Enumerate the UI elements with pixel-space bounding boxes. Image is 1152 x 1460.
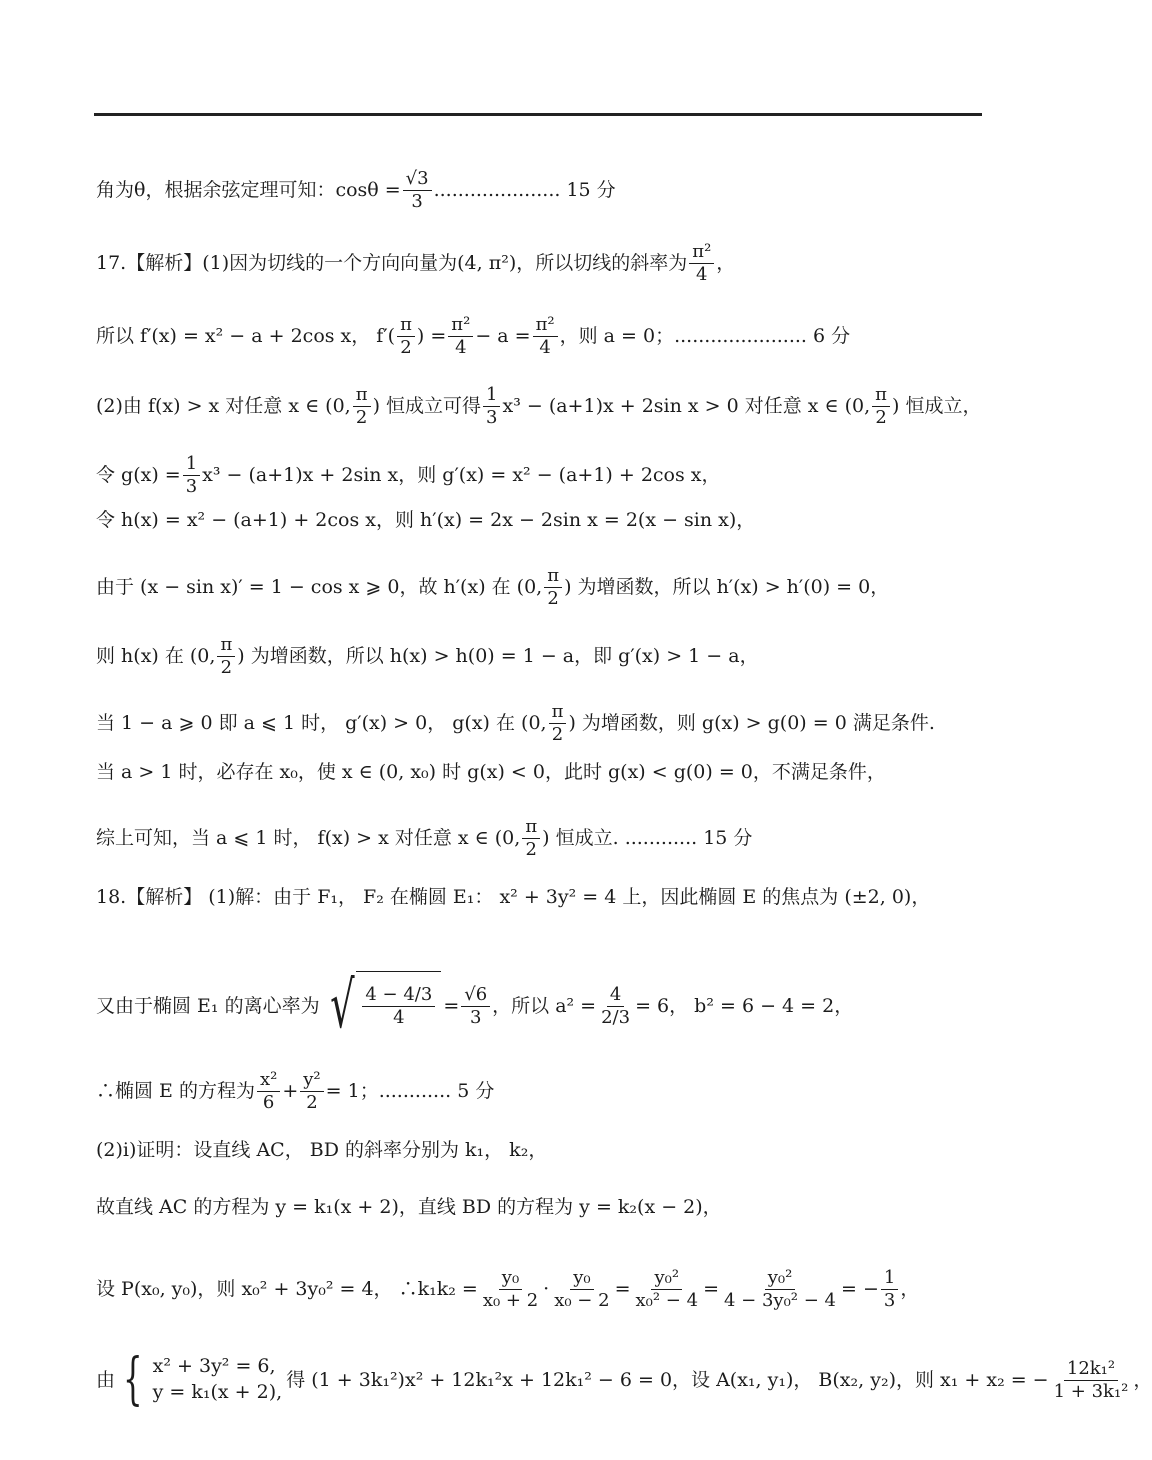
denominator: 2 [220,656,233,678]
denominator: 2 [306,1091,318,1113]
text-line [96,886,930,909]
text-run: ， [1133,1368,1152,1391]
fraction [633,1268,702,1311]
fraction [403,169,432,212]
radical-icon: √ [329,969,355,1043]
numerator: π [397,315,415,337]
header-rule [94,113,982,116]
text-line [96,1196,722,1219]
text-line [96,971,853,1041]
text-run: ，所以 a² = [492,994,597,1017]
fraction [721,1268,839,1311]
fraction [257,1070,280,1113]
text-run: 17.【解析】(1)因为切线的一个方向向量为(4, π²)，所以切线的斜率为 [96,251,688,274]
text-line [96,1347,1152,1412]
denominator: 6 [262,1091,275,1113]
text-run: (2)由 f(x) > x 对任意 x ∈ (0, [96,394,351,417]
text-run: ∴椭圆 E 的方程为 [96,1079,255,1102]
system-equation: x² + 3y² = 6, [152,1355,276,1378]
square-root [322,971,442,1041]
fraction [183,454,200,497]
numerator: 1 [483,385,500,407]
denominator: x₀² − 4 [635,1289,699,1311]
denominator: 4 [539,336,551,358]
fraction [551,1268,612,1311]
fraction [598,985,633,1028]
denominator: 3 [883,1289,896,1311]
fraction [217,635,235,678]
text-run: = 6， b² = 6 − 4 = 2， [635,994,854,1017]
text-line [96,702,935,745]
denominator: 2 [551,723,564,745]
text-run: ..................... 15 分 [433,178,616,201]
text-run: 设 P(x₀, y₀)，则 x₀² + 3y₀² = 4， ∴k₁k₂ = [96,1277,478,1300]
text-run: 令 g(x) = [96,463,181,486]
denominator: 3 [411,190,423,212]
text-line [96,566,889,609]
text-line [96,242,735,285]
brace-icon: { [123,1347,143,1412]
text-run: = [703,1277,719,1300]
fraction [461,985,490,1028]
numerator: x² [257,1070,280,1092]
numerator: 4 [607,985,624,1007]
numerator: π [872,385,890,407]
fraction [872,385,890,428]
denominator: 2 [525,838,537,860]
text-run: ) 为增函数，所以 h′(x) > h′(0) = 0， [564,575,890,598]
fraction [483,385,500,428]
text-run: ， [900,1277,920,1300]
denominator: 2 [547,587,559,609]
text-line [96,635,759,678]
denominator: 2 [355,406,368,428]
numerator: 12k₁² [1064,1359,1118,1381]
text-line [96,385,981,428]
text-run: = [614,1277,631,1300]
text-run: 令 h(x) = x² − (a+1) + 2cos x，则 h′(x) = 2x − 2sin x = 2(x − sin x)， [96,509,756,531]
equation-system [115,1347,286,1412]
denominator: 4 − 3y₀² − 4 [723,1289,836,1311]
text-run: = − [841,1277,879,1300]
fraction [544,566,562,609]
text-run: ) 恒成立， [892,394,982,417]
text-run: (2)i)证明：设直线 AC， BD 的斜率分别为 k₁， k₂， [96,1139,548,1161]
numerator: π² [533,315,558,337]
text-run: ) 恒成立. ............ 15 分 [542,826,753,849]
fraction [533,315,558,358]
numerator: √6 [461,985,490,1007]
denominator: 3 [185,475,198,497]
text-run: x³ − (a+1)x + 2sin x，则 g′(x) = x² − (a+1) + 2cos x， [202,463,721,486]
text-run: · [543,1277,550,1300]
text-run: 当 a > 1 时，必存在 x₀，使 x ∈ (0, x₀) 时 g(x) < 0，此时 g(x) < g(0) = 0，不满足条件， [96,761,886,783]
numerator: π² [448,315,473,337]
text-run: 得 (1 + 3k₁²)x² + 12k₁²x + 12k₁² − 6 = 0，设 A(x₁, y₁)， B(x₂, y₂)，则 x₁ + x₂ = − [286,1368,1049,1391]
text-run: 故直线 AC 的方程为 y = k₁(x + 2)，直线 BD 的方程为 y = k₂(x − 2)， [96,1196,722,1218]
text-run: ) 恒成立可得 [372,394,482,417]
denominator: 3 [486,406,498,428]
text-run: 角为θ，根据余弦定理可知：cosθ = [96,178,401,201]
text-line [96,761,886,784]
text-run: + [282,1079,299,1102]
system-equation: y = k₁(x + 2), [152,1381,283,1403]
denominator: 3 [469,1006,482,1028]
numerator: π [549,702,567,724]
numerator: y₀² [765,1268,796,1290]
fraction [522,817,540,860]
denominator: 4 [696,263,708,285]
text-run: = [443,994,460,1017]
text-line [96,315,850,358]
fraction [881,1268,898,1311]
text-line [96,509,755,532]
fraction [397,315,415,358]
denominator: 4 [393,1007,405,1028]
text-run: 综上可知，当 a ⩽ 1 时， f(x) > x 对任意 x ∈ (0, [96,826,521,849]
fraction [1051,1359,1132,1402]
denominator: 2/3 [601,1006,631,1028]
numerator: √3 [403,169,432,191]
numerator: 4 − 4/3 [362,985,435,1007]
text-line [96,1139,547,1162]
text-run: ) = [416,324,447,347]
fraction [448,315,473,358]
text-line [96,1268,919,1311]
radical-fraction [362,985,435,1028]
text-line [96,1070,494,1113]
text-run: = 1；............ 5 分 [325,1079,495,1102]
text-run: x³ − (a+1)x + 2sin x > 0 对任意 x ∈ (0, [502,394,871,417]
text-run: ，则 a = 0；...................... 6 分 [559,324,851,347]
text-run: 又由于椭圆 E₁ 的离心率为 [96,994,320,1017]
numerator: π [522,817,540,839]
denominator: 4 [455,336,467,358]
text-run: 由于 (x − sin x)′ = 1 − cos x ⩾ 0，故 h′(x) 在 (0, [96,575,543,598]
text-run: ， [716,251,736,274]
text-run: 所以 f′(x) = x² − a + 2cos x， f′( [96,324,396,347]
numerator: π [217,635,235,657]
numerator: π² [689,242,714,264]
text-line [96,817,752,860]
denominator: x₀ + 2 [482,1289,539,1311]
text-run: 18.【解析】 (1)解：由于 F₁， F₂ 在椭圆 E₁： x² + 3y² = 4 上，因此椭圆 E 的焦点为 (±2, 0)， [96,886,931,908]
text-run: ) 为增函数，则 g(x) > g(0) = 0 满足条件. [568,711,935,734]
numerator: 1 [183,454,200,476]
denominator: 2 [400,336,412,358]
text-line [96,169,616,212]
fraction [300,1070,323,1113]
text-run: − a = [475,324,531,347]
text-run: 由 [96,1368,116,1391]
numerator: y² [300,1070,323,1092]
denominator: 2 [875,406,887,428]
numerator: y₀ [570,1268,593,1290]
text-line [96,454,721,497]
fraction [353,385,371,428]
denominator: 1 + 3k₁² [1053,1380,1129,1402]
fraction [549,702,567,745]
denominator: x₀ − 2 [554,1289,610,1311]
text-run: 当 1 − a ⩾ 0 即 a ⩽ 1 时， g′(x) > 0， g(x) 在 (0, [96,711,547,734]
numerator: y₀² [651,1268,682,1290]
numerator: y₀ [499,1268,522,1290]
text-run: 则 h(x) 在 (0, [96,644,216,667]
numerator: 1 [881,1268,898,1290]
numerator: π [544,566,562,588]
fraction [480,1268,541,1311]
text-run: ) 为增函数，所以 h(x) > h(0) = 1 − a，即 g′(x) > 1 − a， [237,644,759,667]
numerator: π [353,385,371,407]
fraction [689,242,714,285]
